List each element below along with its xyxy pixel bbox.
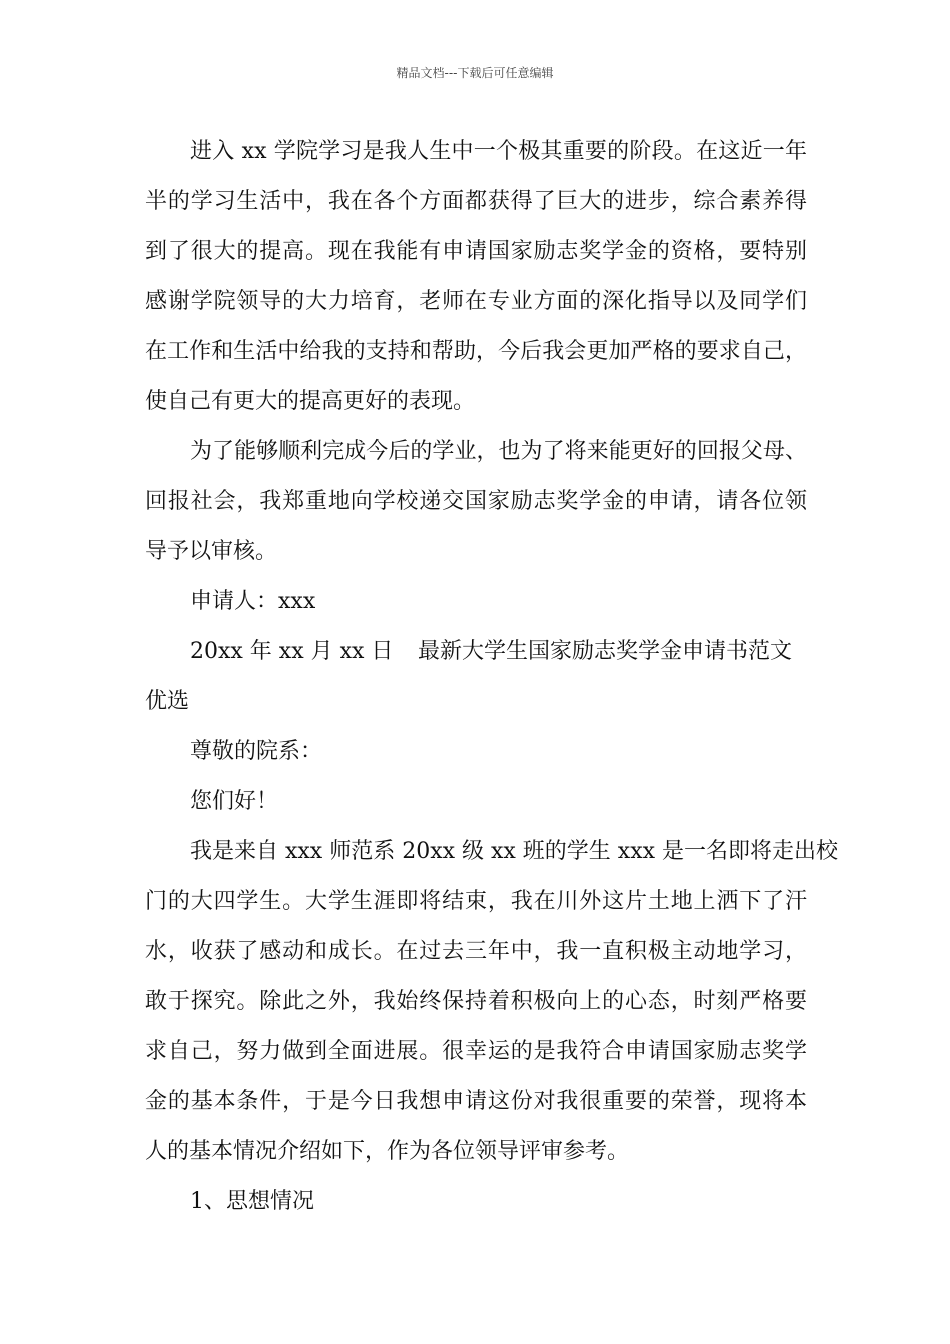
text-line: 在工作和生活中给我的支持和帮助，今后我会更加严格的要求自己，	[145, 339, 807, 364]
text-line: 求自己，努力做到全面进展。很幸运的是我符合申请国家励志奖学	[145, 1039, 807, 1064]
text-line: 感谢学院领导的大力培育，老师在专业方面的深化指导以及同学们	[145, 289, 807, 314]
text-line: 门的大四学生。大学生涯即将结束，我在川外这片土地上洒下了汗	[145, 889, 807, 914]
text-line: 导予以审核。	[145, 539, 278, 564]
text-line: 进入 xx 学院学习是我人生中一个极其重要的阶段。在这近一年	[190, 139, 807, 164]
paragraph-2	[145, 430, 807, 580]
document-title-continued: 优选	[145, 689, 190, 714]
text-line: 半的学习生活中，我在各个方面都获得了巨大的进步，综合素养得	[145, 189, 807, 214]
date-title-row	[145, 630, 807, 680]
text-line: 金的基本条件，于是今日我想申请这份对我很重要的荣誉，现将本	[145, 1089, 807, 1114]
applicant-line: 申请人：xxx	[190, 589, 316, 614]
document-body	[145, 130, 839, 1230]
section-heading: 1、思想情况	[190, 1189, 314, 1214]
salutation: 尊敬的院系：	[190, 739, 323, 764]
document-title: 最新大学生国家励志奖学金申请书范文	[418, 639, 793, 664]
text-line: 到了很大的提高。现在我能有申请国家励志奖学金的资格，要特别	[145, 239, 807, 264]
page-header: 精品文档---下载后可任意编辑	[396, 66, 554, 80]
date-text: 20xx 年 xx 月 xx 日	[190, 639, 394, 664]
text-line: 使自己有更大的提高更好的表现。	[145, 389, 476, 414]
text-line: 我是来自 xxx 师范系 20xx 级 xx 班的学生 xxx 是一名即将走出校	[190, 839, 839, 864]
text-line: 人的基本情况介绍如下，作为各位领导评审参考。	[145, 1139, 630, 1164]
text-line: 水，收获了感动和成长。在过去三年中，我一直积极主动地学习，	[145, 939, 807, 964]
text-line: 回报社会，我郑重地向学校递交国家励志奖学金的申请，请各位领	[145, 489, 807, 514]
text-line: 为了能够顺利完成今后的学业，也为了将来能更好的回报父母、	[190, 439, 807, 464]
text-line: 敢于探究。除此之外，我始终保持着积极向上的心态，时刻严格要	[145, 989, 807, 1014]
greeting: 您们好！	[190, 789, 279, 814]
paragraph-1	[145, 130, 807, 430]
paragraph-3	[145, 830, 839, 1180]
